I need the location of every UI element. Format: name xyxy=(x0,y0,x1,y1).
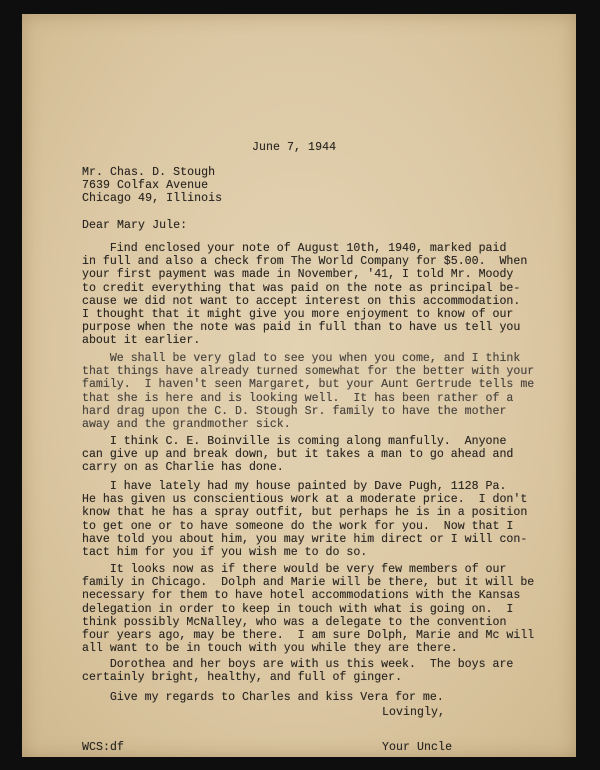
signature: Your Uncle xyxy=(382,741,453,754)
paragraph-line: necessary for them to have hotel accommodations with the Kansas xyxy=(82,589,521,603)
paragraph-line: family in Chicago. Dolph and Marie will be there, but it will be xyxy=(82,576,535,590)
paragraph-line: about it earlier. xyxy=(82,334,201,348)
paragraph-line: I think C. E. Boinville is coming along manfully. Anyone xyxy=(82,435,507,448)
paragraph-line: all want to be in touch with you while they are there. xyxy=(82,642,458,656)
paragraph-line: to credit everything that was paid on the note as principal be- xyxy=(82,281,521,295)
paragraph-regards xyxy=(82,691,522,704)
paragraph-line: in full and also a check from The World Company for $5.00. When xyxy=(82,255,528,269)
paragraph-line: purpose when the note was paid in full than to have us tell you xyxy=(82,321,521,335)
paragraph-line: He has given us conscientious work at a moderate price. I don't xyxy=(82,493,528,507)
recipient-name: Mr. Chas. D. Stough xyxy=(82,166,216,179)
paragraph-family-news xyxy=(82,352,535,432)
paragraph-line: hard drag upon the C. D. Stough Sr. family to have the mother xyxy=(82,404,507,418)
closing: Lovingly, xyxy=(382,706,446,719)
paragraph-line: I thought that it might give you more enjoyment to know of our xyxy=(82,308,514,322)
paragraph-line: Dorothea and her boys are with us this week. The boys are xyxy=(82,658,514,671)
letter-date: June 7, 1944 xyxy=(252,141,337,154)
paragraph-line: tact him for you if you wish me to do so. xyxy=(82,546,368,560)
initials: WCS:df xyxy=(82,741,125,754)
paragraph-line: can give up and break down, but it takes a man to go ahead and xyxy=(82,448,514,462)
paragraph-dorothea xyxy=(82,658,522,684)
paragraph-line: family. I haven't seen Margaret, but your Aunt Gertrude tells me xyxy=(82,378,535,392)
paragraph-line: Find enclosed your note of August 10th, 1940, marked paid xyxy=(82,242,507,255)
paragraph-line: that things have already turned somewhat for the better with your xyxy=(82,365,535,379)
paragraph-line: away and the grandmother sick. xyxy=(82,418,291,432)
recipient-street: 7639 Colfax Avenue xyxy=(82,179,209,192)
paragraph-line: your first payment was made in November, '41, I told Mr. Moody xyxy=(82,268,514,282)
paragraph-line: to get one or to have someone do the work for you. Now that I xyxy=(82,519,514,533)
paragraph-line: It looks now as if there would be very few members of our xyxy=(82,563,507,576)
paragraph-boinville xyxy=(82,435,522,475)
paragraph-line: Give my regards to Charles and kiss Vera for me. xyxy=(82,691,444,704)
paragraph-line: cause we did not want to accept interest on this accommodation. xyxy=(82,294,521,308)
paragraph-line: delegation in order to keep in touch with what is going on. I xyxy=(82,602,514,616)
paragraph-house-painter xyxy=(82,480,528,560)
paragraph-line: carry on as Charlie has done. xyxy=(82,461,284,475)
recipient-city: Chicago 49, Illinois xyxy=(82,192,223,205)
paragraph-line: certainly bright, healthy, and full of ginger. xyxy=(82,671,403,685)
paragraph-line: have told you about him, you may write him direct or I will con- xyxy=(82,532,528,546)
paragraph-note-paid xyxy=(82,242,528,348)
paragraph-line: four years ago, may be there. I am sure Dolph, Marie and Mc will xyxy=(82,629,535,643)
paragraph-chicago-convention xyxy=(82,563,535,656)
paragraph-line: that she is here and is looking well. It has been rather of a xyxy=(82,391,514,405)
letter-page xyxy=(22,14,576,757)
paragraph-line: We shall be very glad to see you when you come, and I think xyxy=(82,352,521,365)
paragraph-line: I have lately had my house painted by Dave Pugh, 1128 Pa. xyxy=(82,480,507,493)
paragraph-line: know that he has a spray outfit, but perhaps he is in a position xyxy=(82,506,528,520)
paragraph-line: think possibly McNalley, who was a delegate to the convention xyxy=(82,615,507,629)
salutation: Dear Mary Jule: xyxy=(82,219,188,232)
